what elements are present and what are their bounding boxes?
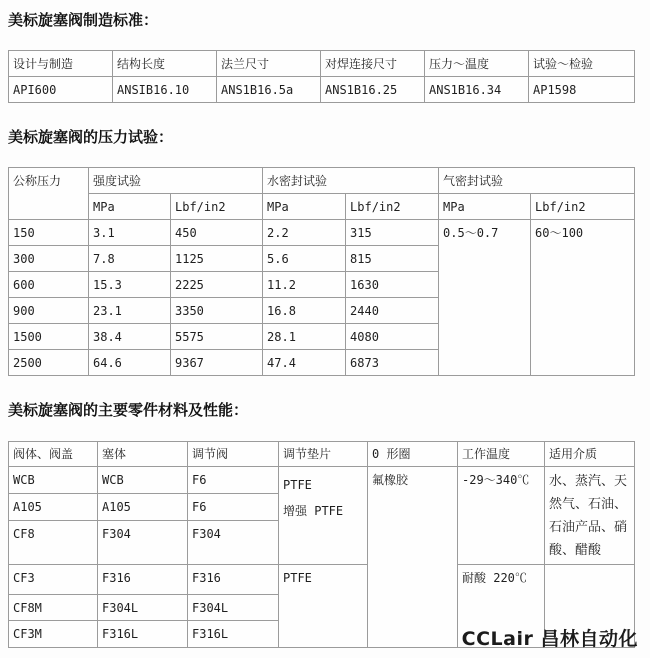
data-cell: 16.8 <box>263 298 346 324</box>
data-cell: 5575 <box>171 324 263 350</box>
manufacturing-standards-table <box>8 50 635 103</box>
watermark-logo: CCLair 昌林自动化 <box>461 628 638 650</box>
data-cell: 3350 <box>171 298 263 324</box>
data-cell: WCB <box>9 467 98 494</box>
subheader-cell: MPa <box>439 194 531 220</box>
header-cell: 0 形圈 <box>368 442 458 467</box>
data-cell: F6 <box>188 493 279 520</box>
header-cell: 试验～检验 <box>529 51 635 77</box>
data-cell: 900 <box>9 298 89 324</box>
data-cell: ANS1B16.25 <box>321 77 425 103</box>
data-cell: 5.6 <box>263 246 346 272</box>
data-cell: 4080 <box>346 324 439 350</box>
data-cell: 38.4 <box>89 324 171 350</box>
header-cell: 阀体、阀盖 <box>9 442 98 467</box>
data-cell-gas-mpa: 0.5～0.7 <box>439 220 531 376</box>
table-group-header-row <box>9 168 635 194</box>
pressure-test-table <box>8 167 635 376</box>
data-cell: 11.2 <box>263 272 346 298</box>
table-row <box>9 220 635 246</box>
data-cell: 1630 <box>346 272 439 298</box>
data-cell: 600 <box>9 272 89 298</box>
header-cell: 适用介质 <box>545 442 635 467</box>
section-title-pressure-test: 美标旋塞阀的压力试验： <box>8 128 174 146</box>
gasket-line: PTFE <box>283 478 312 492</box>
data-cell: ANS1B16.5a <box>217 77 321 103</box>
data-cell: ANS1B16.34 <box>425 77 529 103</box>
header-cell: 塞体 <box>98 442 188 467</box>
data-cell: 2500 <box>9 350 89 376</box>
section-title-manufacturing: 美标旋塞阀制造标准： <box>8 11 159 29</box>
table-row <box>9 565 635 595</box>
data-cell: WCB <box>98 467 188 494</box>
data-cell: 2.2 <box>263 220 346 246</box>
table-subheader-row <box>9 194 635 220</box>
header-cell: 公称压力 <box>9 168 89 220</box>
data-cell: F304L <box>98 595 188 621</box>
data-cell: 23.1 <box>89 298 171 324</box>
data-cell: CF3M <box>9 621 98 648</box>
data-cell: 9367 <box>171 350 263 376</box>
data-cell-gas-lbf: 60～100 <box>531 220 635 376</box>
data-cell: 3.1 <box>89 220 171 246</box>
data-cell: CF8 <box>9 520 98 564</box>
data-cell: 300 <box>9 246 89 272</box>
data-cell: 2440 <box>346 298 439 324</box>
header-cell: 工作温度 <box>458 442 545 467</box>
data-cell: 47.4 <box>263 350 346 376</box>
data-cell-oring: 氟橡胶 <box>368 467 458 648</box>
section-title-materials: 美标旋塞阀的主要零件材料及性能： <box>8 401 249 419</box>
header-cell: 设计与制造 <box>9 51 113 77</box>
header-cell: 调节垫片 <box>279 442 368 467</box>
header-cell: 调节阀 <box>188 442 279 467</box>
data-cell-gasket-top <box>279 467 368 565</box>
data-cell: 7.8 <box>89 246 171 272</box>
data-cell: A105 <box>98 493 188 520</box>
data-cell: 6873 <box>346 350 439 376</box>
header-cell: 水密封试验 <box>263 168 439 194</box>
materials-table <box>8 441 635 648</box>
data-cell: 2225 <box>171 272 263 298</box>
table-header-row <box>9 51 635 77</box>
data-cell: 815 <box>346 246 439 272</box>
subheader-cell: MPa <box>263 194 346 220</box>
data-cell: F6 <box>188 467 279 494</box>
header-cell: 气密封试验 <box>439 168 635 194</box>
data-cell-temp-top: -29～340℃ <box>458 467 545 565</box>
table-row <box>9 77 635 103</box>
header-cell: 法兰尺寸 <box>217 51 321 77</box>
data-cell: CF8M <box>9 595 98 621</box>
data-cell: 15.3 <box>89 272 171 298</box>
subheader-cell: Lbf/in2 <box>346 194 439 220</box>
data-cell: F316L <box>188 621 279 648</box>
data-cell: 1500 <box>9 324 89 350</box>
data-cell: F316 <box>98 565 188 595</box>
data-cell: A105 <box>9 493 98 520</box>
header-cell: 对焊连接尺寸 <box>321 51 425 77</box>
header-cell: 压力～温度 <box>425 51 529 77</box>
data-cell: AP1598 <box>529 77 635 103</box>
data-cell: F304L <box>188 595 279 621</box>
data-cell: F316L <box>98 621 188 648</box>
subheader-cell: MPa <box>89 194 171 220</box>
data-cell: 315 <box>346 220 439 246</box>
table-row <box>9 467 635 494</box>
data-cell-temp-bottom: 耐酸 220℃ <box>458 565 545 648</box>
header-cell: 结构长度 <box>113 51 217 77</box>
data-cell-gasket-bottom: PTFE <box>279 565 368 648</box>
subheader-cell: Lbf/in2 <box>171 194 263 220</box>
data-cell: 1125 <box>171 246 263 272</box>
data-cell: F304 <box>98 520 188 564</box>
data-cell: CF3 <box>9 565 98 595</box>
data-cell-media-top: 水、蒸汽、天然气、石油、石油产品、硝酸、醋酸 <box>545 467 635 565</box>
header-cell: 强度试验 <box>89 168 263 194</box>
data-cell: F304 <box>188 520 279 564</box>
gasket-line: 增强 PTFE <box>283 504 344 518</box>
data-cell: 64.6 <box>89 350 171 376</box>
data-cell: 28.1 <box>263 324 346 350</box>
data-cell: 150 <box>9 220 89 246</box>
subheader-cell: Lbf/in2 <box>531 194 635 220</box>
data-cell: ANSIB16.10 <box>113 77 217 103</box>
data-cell: F316 <box>188 565 279 595</box>
data-cell: 450 <box>171 220 263 246</box>
data-cell: API600 <box>9 77 113 103</box>
table-header-row <box>9 442 635 467</box>
